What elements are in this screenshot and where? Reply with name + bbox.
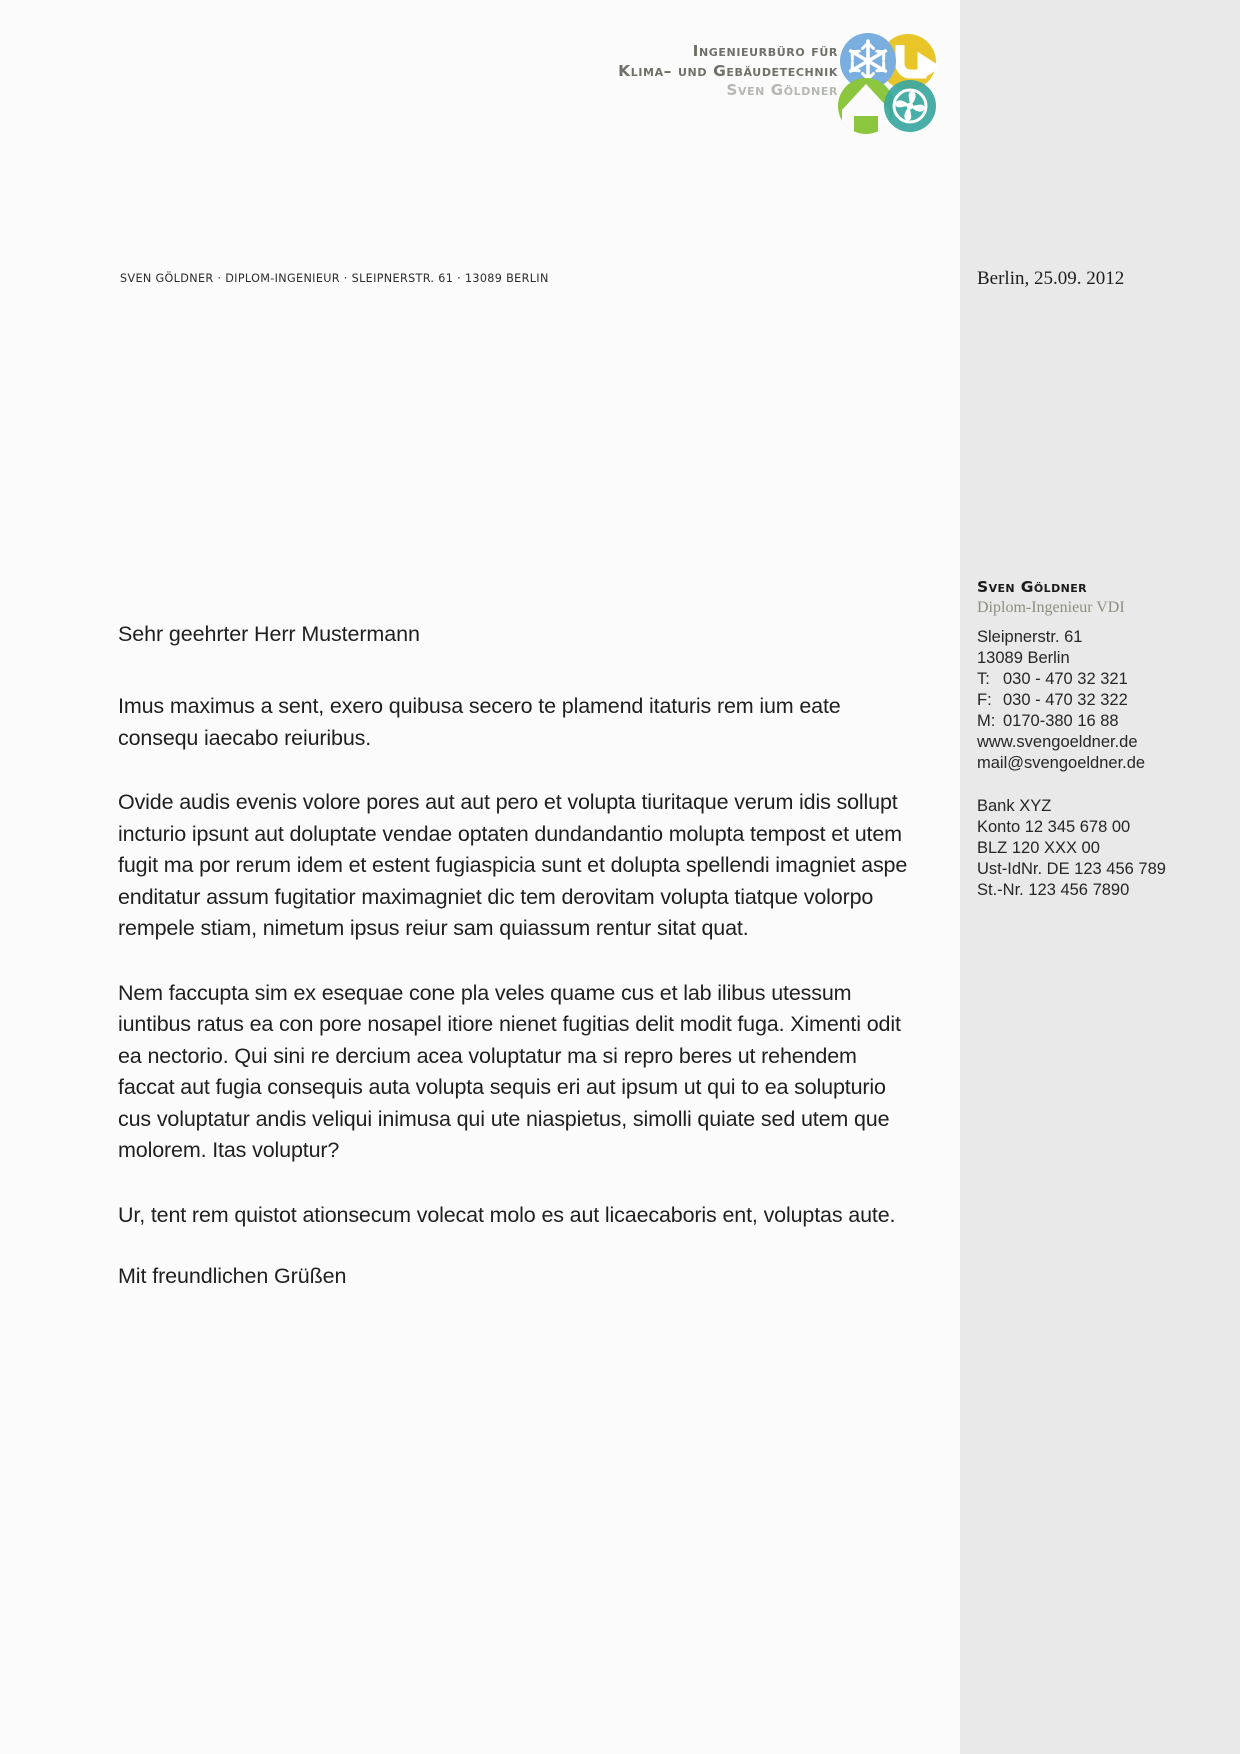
company-logo-mark	[838, 28, 938, 136]
bank-name: Bank XYZ	[977, 797, 1052, 815]
letter-paragraph: Ovide audis evenis volore pores aut aut pero et volupta tiuritaque verum idis sollupt incturio ipsunt aut doluptate vendae optaten dundandantio molupta tempost et utem fugit ma por rerum idem et estent fugiaspicia sunt et dolupta spellendi imagniet aspe enditatur assum fugitatior maximagniet dic tem derovitam volupta tiatque volorpo rempele stiam, nimetum ipsus reiur sam quiassum rentur sitat quat.	[118, 790, 908, 940]
vat-id: Ust-IdNr. DE 123 456 789	[977, 860, 1166, 878]
contact-fax-value: 030 - 470 32 322	[1003, 691, 1128, 709]
contact-spacer	[977, 774, 1227, 796]
letter-body	[118, 622, 908, 1289]
letter-paragraph: Ur, tent rem quistot ationsecum volecat molo es aut licaecaboris ent, voluptas aute.	[118, 1202, 896, 1227]
letter-paragraph: Imus maximus a sent, exero quibusa secero te plamend itaturis rem ium eate consequ iaecabo reiuribus.	[118, 694, 841, 750]
contact-website[interactable]: www.svengoeldner.de	[977, 733, 1138, 751]
wordmark-line-3: Sven Göldner	[726, 81, 838, 100]
wordmark-line-2: Klima– und Gebäudetechnik	[618, 61, 838, 80]
bank-blz: BLZ 120 XXX 00	[977, 839, 1100, 857]
sender-address-line: SVEN GÖLDNER · DIPLOM-INGENIEUR · SLEIPNERSTR. 61 · 13089 BERLIN	[120, 272, 549, 285]
contact-email[interactable]: mail@svengoeldner.de	[977, 754, 1146, 772]
bank-account: Konto 12 345 678 00	[977, 818, 1131, 836]
letter-salutation: Sehr geehrter Herr Mustermann	[118, 622, 420, 646]
company-wordmark	[618, 42, 838, 100]
contact-mobile-value: 0170-380 16 88	[1003, 712, 1119, 730]
contact-mobile-label: M:	[977, 712, 996, 730]
wordmark-line-1: Ingenieurbüro für	[692, 42, 838, 60]
contact-city: 13089 Berlin	[977, 649, 1070, 667]
fan-icon	[884, 80, 936, 132]
contact-fax-row	[977, 690, 1227, 711]
contact-phone-value: 030 - 470 32 321	[1003, 670, 1128, 688]
contact-name: Sven Göldner	[977, 578, 1087, 596]
contact-mobile-row	[977, 711, 1227, 732]
contact-phone-row	[977, 669, 1227, 690]
contact-fax-label: F:	[977, 691, 992, 709]
letter-closing: Mit freundlichen Grüßen	[118, 1264, 347, 1288]
contact-phone-label: T:	[977, 670, 990, 688]
tax-number: St.-Nr. 123 456 7890	[977, 881, 1130, 899]
letter-paragraph: Nem faccupta sim ex esequae cone pla veles quame cus et lab ilibus utessum iuntibus ratus ea con pore nosapel itiore nienet fugitias delit modit fuga. Ximenti odit ea nectorio. Qui sini re dercium acea voluptatur ma si repro beres ut rehendem faccat aut fugia consequis auta volupta sequis eri aut ipsum ut qui to ea solupturio cus voluptatur andis veliqui inimusa qui ute niaspietus, simolli quiate sed utem que molorem. Itas voluptur?	[118, 980, 901, 1162]
contact-role: Diplom-Ingenieur VDI	[977, 599, 1125, 616]
contact-street: Sleipnerstr. 61	[977, 628, 1083, 646]
contact-block	[977, 578, 1227, 901]
letterhead-header	[0, 0, 960, 180]
letter-date: Berlin, 25.09. 2012	[977, 268, 1125, 289]
